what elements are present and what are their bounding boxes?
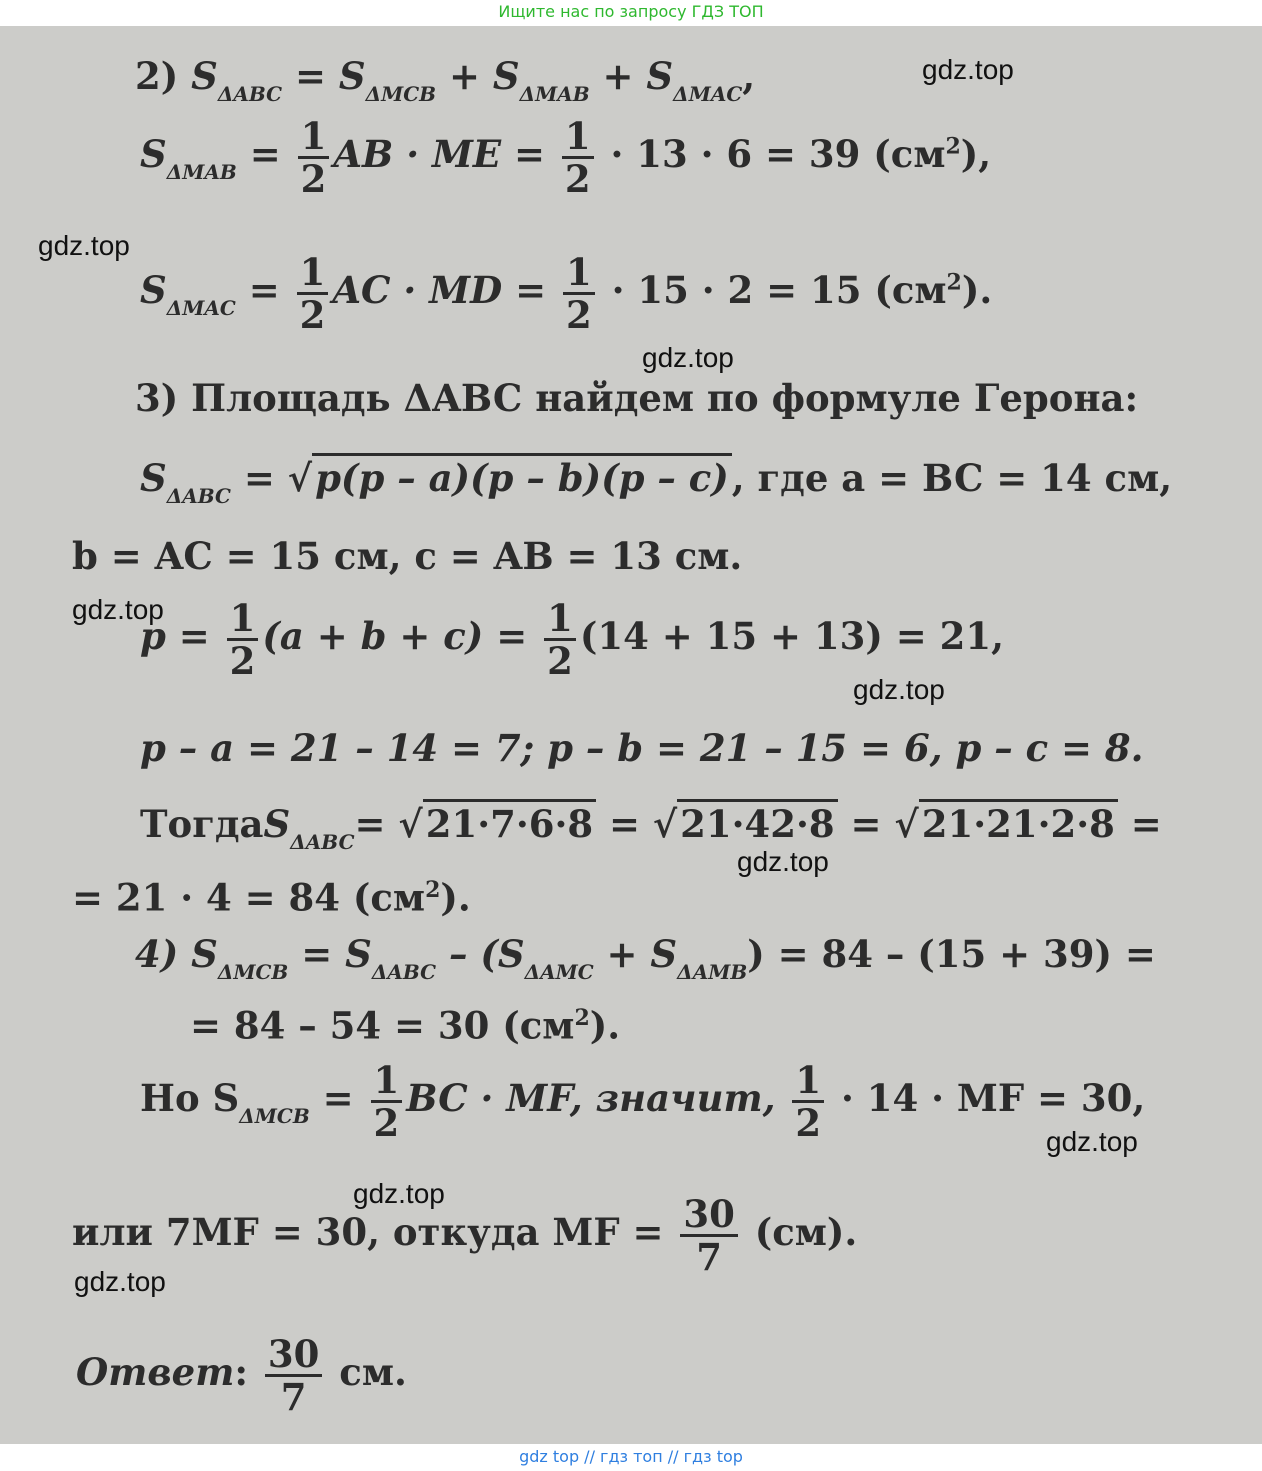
fraction: $\frac{1}{2}$ xyxy=(297,252,329,335)
fraction: $\frac{1}{2}$ xyxy=(298,116,330,199)
watermark: gdz.top xyxy=(642,342,734,373)
semiperimeter-line: p = $\frac{1}{2}$ (a + b + c) = $\frac{1}{2}$ (14 + 15 + 13) = 21, xyxy=(140,596,1004,683)
sides-line: b = AC = 15 см, c = AB = 13 см. xyxy=(72,534,743,578)
solution-line-2: 2) $S_{\Delta ABC} = S_{\Delta MCB} + S_{\Delta MAB} + S_{\Delta MAC}$, xyxy=(135,54,756,106)
area-mab-line: $S_{\Delta MAB}$ = $\frac{1}{2}$ AB · ME = $\frac{1}{2}$ · 13 · 6 = 39 $(см^2)$, xyxy=(140,114,992,201)
heron-intro-line: 3) Площадь ΔABC найдем по формуле Герона: xyxy=(135,376,1139,420)
watermark: gdz.top xyxy=(922,54,1014,85)
watermark: gdz.top xyxy=(1046,1126,1138,1157)
fraction: $\frac{1}{2}$ xyxy=(563,252,595,335)
fraction: $\frac{1}{2}$ xyxy=(792,1060,824,1143)
fraction: $\frac{1}{2}$ xyxy=(562,116,594,199)
differences-line: p – a = 21 – 14 = 7; p – b = 21 – 15 = 6, p – c = 8. xyxy=(140,726,1144,770)
bottom-banner xyxy=(0,1446,1262,1471)
fraction: $\frac{30}{7}$ xyxy=(265,1334,323,1417)
area-mcb-result-line: = 84 – 54 = 30 $(см^2)$. xyxy=(190,1003,621,1048)
area-abc-result-line: = 21 · 4 = 84 $(см^2)$. xyxy=(72,875,471,920)
textbook-page xyxy=(0,26,1262,1444)
watermark: gdz.top xyxy=(74,1266,166,1297)
watermark: gdz.top xyxy=(72,594,164,625)
fraction: $\frac{1}{2}$ xyxy=(227,598,259,681)
answer-line: Ответ: $\frac{30}{7}$ см. xyxy=(76,1332,407,1419)
watermark: gdz.top xyxy=(737,846,829,877)
fraction: $\frac{1}{2}$ xyxy=(544,598,576,681)
fraction: $\frac{1}{2}$ xyxy=(371,1060,403,1143)
footer-links[interactable]: gdz top // гдз топ // гдз top xyxy=(519,1447,743,1466)
top-banner xyxy=(0,0,1262,24)
watermark: gdz.top xyxy=(353,1178,445,1209)
search-hint-link[interactable]: Ищите нас по запросу ГДЗ ТОП xyxy=(498,2,764,21)
area-mcb-line: 4) $S_{\Delta MCB} = S_{\Delta ABC} - (S_{\Delta AMC} + S_{\Delta AMB}) = 84 - (15 + 39)$ = xyxy=(135,932,1156,984)
watermark: gdz.top xyxy=(38,230,130,261)
heron-formula-line: $S_{\Delta ABC} = √p(p - a)(p - b)(p - c)$, где a = BC = 14 см, xyxy=(140,456,1172,518)
watermark: gdz.top xyxy=(853,674,945,705)
mf-result-line: или 7MF = 30, откуда MF = $\frac{30}{7}$ (см). xyxy=(72,1192,858,1279)
area-mac-line: $S_{\Delta MAC}$ = $\frac{1}{2}$ AC · MD = $\frac{1}{2}$ · 15 · 2 = 15 $(см^2)$. xyxy=(140,250,993,337)
area-abc-calc-line: ТогдаS$_{\Delta ABC}$= √21·7·6·8 = √21·42·8 = √21·21·2·8 = xyxy=(140,802,1162,864)
fraction: $\frac{30}{7}$ xyxy=(680,1194,738,1277)
mf-equation-line: Но $S_{\Delta MCB}$ = $\frac{1}{2}$ BC · MF, значит, $\frac{1}{2}$ · 14 · MF = 30, xyxy=(140,1058,1146,1145)
